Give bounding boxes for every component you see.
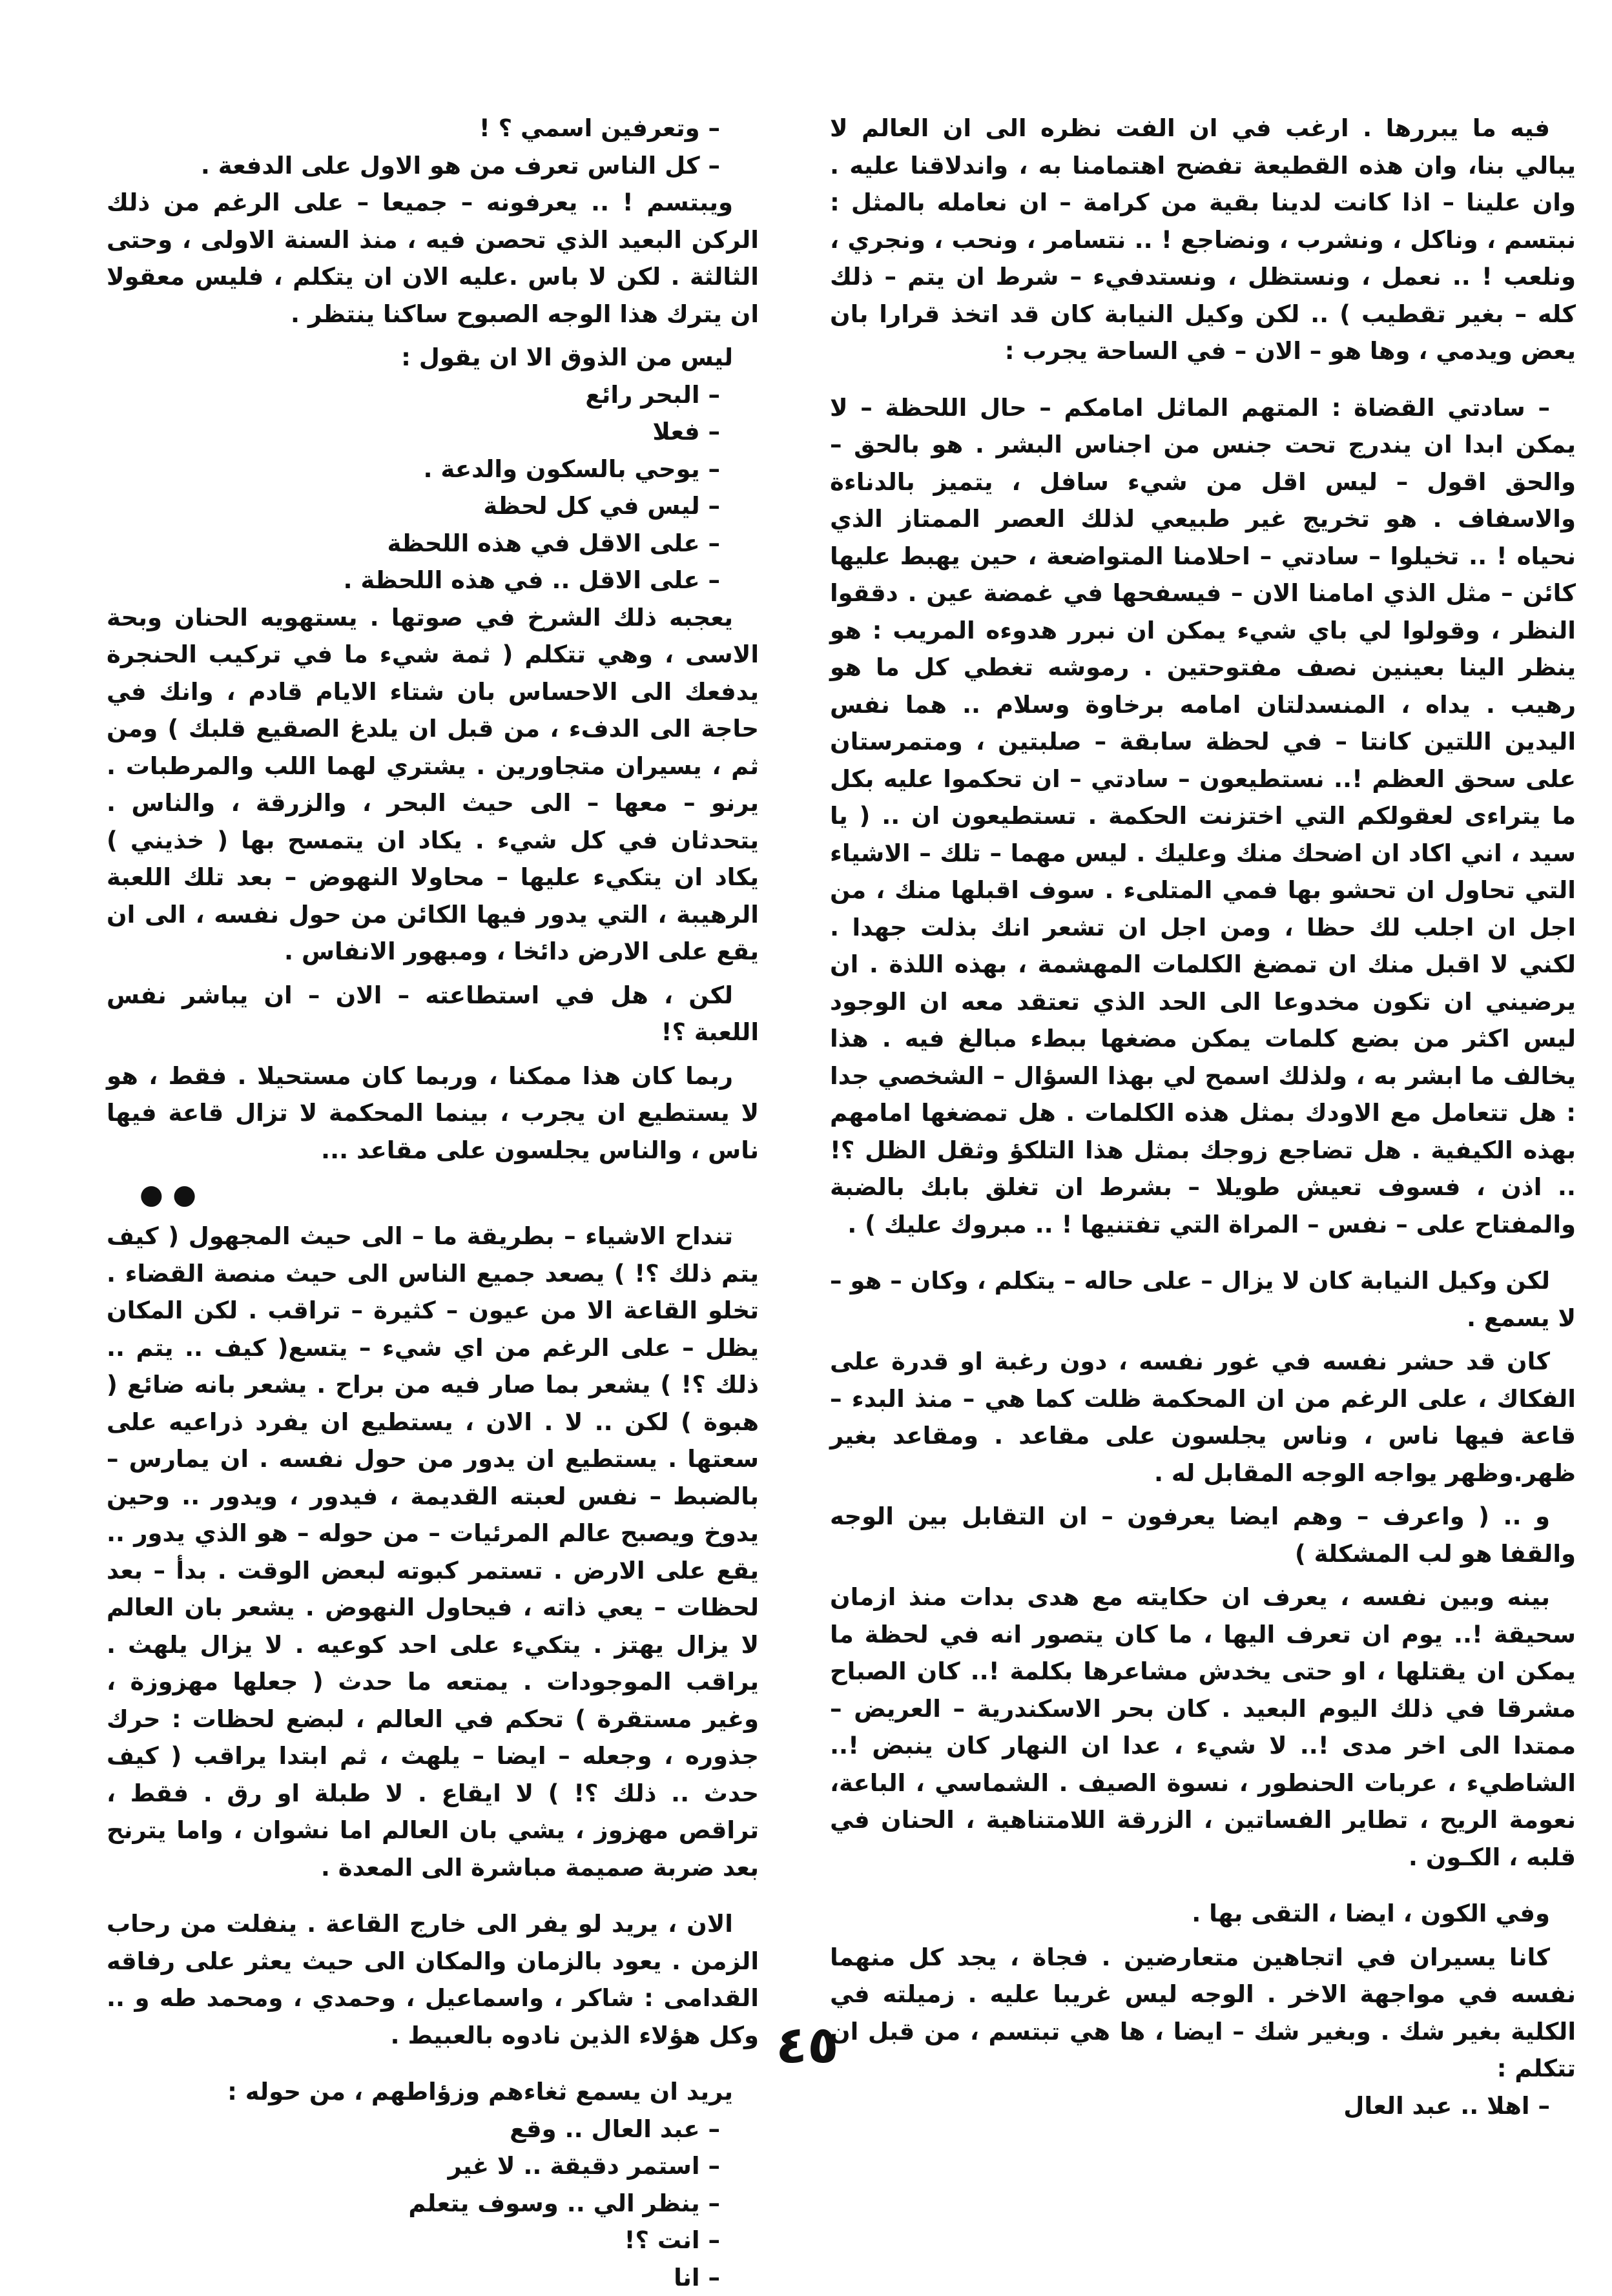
paragraph: الان ، يريد لو يفر الى خارج القاعة . ينفلت من رحاب الزمن . يعود بالزمان والمكان الى حيث يعثر على رفاقه القدامى : شاكر ، واسماعيل ، وحمدي ، ومحمد طه و .. وكل هؤلاء الذين نادوه بالعبيط .: [107, 1905, 759, 2054]
paragraph: كانا يسيران في اتجاهين متعارضين . فجاة ، يجد كل منهما نفسه في مواجهة الاخر . الوجه ليس غريبا عليه . زميلته في الكلية بغير شك . وبغير شك – ايضا ، ها هي تبتسم ، من قبل ان تتكلم :: [830, 1939, 1576, 2087]
dialogue-line: – اهلا .. عبد العال: [830, 2087, 1576, 2125]
page-number: ٤٥: [743, 2014, 872, 2075]
paragraph: يعجبه ذلك الشرخ في صوتها . يستهويه الحنان وبحة الاسى ، وهي تتكلم ( ثمة شيء ما في تركيب الحنجرة يدفعك الى الاحساس بان شتاء الايام قادم ، وانك في حاجة الى الدفء ، من قبل ان يلدغ الصقيع قلبك ) ومن ثم ، يسيران متجاورين . يشتري لهما اللب والمرطبات . يرنو – معها – الى حيث البحر ، والزرقة ، والناس . يتحدثان في كل شيء . يكاد ان يتمسح بها ( خذيني ) يكاد ان يتكيء عليها – محاولا النهوض – بعد تلك اللعبة الرهيبة ، التي يدور فيها الكائن من حول نفسه ، الى ان يقع على الارض دائخا ، ومبهور الانفاس .: [107, 599, 759, 970]
paragraph: ويبتسم ! .. يعرفونه – جميعا – على الرغم من ذلك الركن البعيد الذي تحصن فيه ، منذ السنة الاولى ، وحتى الثالثة . لكن لا باس .عليه الان ان يتكلم ، فليس معقولا ان يترك هذا الوجه الصبوح ساكنا ينتظر .: [107, 184, 759, 333]
paragraph: – سادتي القضاة : المتهم الماثل امامكم – حال اللحظة – لا يمكن ابدا ان يندرج تحت جنس من اجناس البشر . هو بالحق – والحق اقول – ليس اقل من شيء سافل ، يتميز بالدناءة والاسفاف . هو تخريج غير طبيعي لذلك العصر الممتاز الذي نحياه ! .. تخيلوا – سادتي – احلامنا المتواضعة ، حين يهبط عليها كائن – مثل الذي امامنا الان – فيسفحها في غمضة عين . دققوا النظر ، وقولوا لي باي شيء يمكن ان نبرر هدوءه المريب : هو ينظر الينا بعينين نصف مفتوحتين . رموشه تغطي كل ما هو رهيب . يداه ، المنسدلتان امامه برخاوة وسلام .. هما نفس اليدين اللتين كانتا – في لحظة سابقة – صلبتين ، ومتمرستان على سحق العظم !.. نستطيعون – سادتي – ان تحكموا عليه بكل ما يتراءى لعقولكم التي اختزنت الحكمة . تستطيعون ان .. ( يا سيد ، اني اكاد ان اضحك منك وعليك . ليس مهما – تلك – الاشياء التي تحاول ان تحشو بها فمي المتلىء . سوف اقبلها منك ، من اجل ان اجلب لك حظا ، ومن اجل ان تشعر انك بذلت جهدا . لكني لا اقبل منك ان تمضغ الكلمات المهشمة ، بهذه اللذة . ان يرضيني ان تكون مخدوعا الى الحد الذي تعتقد معه ان الوجود ليس اكثر من بضع كلمات يمكن مضغها ببطء مبالغ فيه . هذا يخالف ما ابشر به ، ولذلك اسمح لي بهذا السؤال – الشخصي جدا : هل تتعامل مع الاودك بمثل هذه الكلمات . هل تمضغها امامهم بهذه الكيفية . هل تضاجع زوجك بمثل هذا التلكؤ وثقل الظل ؟! .. اذن ، فسوف تعيش طويلا – بشرط ان تغلق بابك بالضبة والمفتاح على – نفس – المراة التي تفتنيها ! .. مبروك عليك ) .: [830, 389, 1576, 1244]
paragraph: كان قد حشر نفسه في غور نفسه ، دون رغبة او قدرة على الفكاك ، على الرغم من ان المحكمة ظلت كما هي – منذ البدء – قاعة فيها ناس ، وناس يجلسون على مقاعد . ومقاعد بغير ظهر.وظهر يواجه الوجه المقابل له .: [830, 1343, 1576, 1491]
paragraph: ليس من الذوق الا ان يقول :: [107, 339, 759, 376]
right-column: [830, 110, 1576, 2124]
dialogue-line: – فعلا: [107, 413, 759, 451]
dialogue-line: – ينظر الي .. وسوف يتعلم: [107, 2185, 759, 2222]
dialogue-line: – البحر رائع: [107, 376, 759, 414]
dialogue-line: – كل الناس تعرف من هو الاول على الدفعة .: [107, 147, 759, 185]
paragraph: ربما كان هذا ممكنا ، وربما كان مستحيلا . فقط ، هو لا يستطيع ان يجرب ، بينما المحكمة لا تزال قاعة فيها ناس ، والناس يجلسون على مقاعد ...: [107, 1058, 759, 1169]
paragraph: فيه ما يبررها . ارغب في ان الفت نظره الى ان العالم لا يبالي بنا، وان هذه القطيعة تفضح اهتمامنا به ، واندلاقنا عليه . وان علينا – اذا كانت لدينا بقية من كرامة – ان نعامله بالمثل : نبتسم ، وناكل ، ونشرب ، ونضاجع ! .. نتسامر ، ونحب ، ونجري ، ونلعب ! .. نعمل ، ونستظل ، ونستدفيء – شرط ان يتم – ذلك كله – بغير تقطيب ) .. لكن وكيل النيابة كان قد اتخذ قرارا بان يعض ويدمي ، وها هو – الان – في الساحة يجرب :: [830, 110, 1576, 370]
paragraph: تنداح الاشياء – بطريقة ما – الى حيث المجهول ( كيف يتم ذلك ؟! ) يصعد جميع الناس الى حيث منصة القضاء . تخلو القاعة الا من عيون – كثيرة – تراقب . لكن المكان يظل – على الرغم من اي شيء – يتسع( كيف .. يتم .. ذلك ؟! ) يشعر بما صار فيه من براح . يشعر بانه ضائع ( هبوة ) لكن .. لا . الان ، يستطيع ان يفرد ذراعيه على سعتها . يستطيع ان يدور من حول نفسه . ان يمارس – بالضبط – نفس لعبته القديمة ، فيدور ، ويدور .. وحين يدوخ ويصبح عالم المرئيات – من حوله – هو الذي يدور .. يقع على الارض . تستمر كبوته لبعض الوقت . بدأ – بعد لحظات – يعي ذاته ، فيحاول النهوض . يشعر بان العالم لا يزال يهتز . يتكيء على احد كوعيه . لا يزال يلهث . يراقب الموجودات . يمتعه ما حدث ( جعلها مهزوزة ، وغير مستقرة ) تحكم في العالم ، لبضع لحظات : حرك جذوره ، وجعله – ايضا – يلهث ، ثم ابتدا يراقب ( كيف حدث .. ذلك ؟! ) لا ايقاع . لا طبلة او رق . فقط ، تراقص مهزوز ، يشي بان العالم اما نشوان ، واما يترنح بعد ضربة صميمة مباشرة الى المعدة .: [107, 1218, 759, 1886]
dialogue-line: – وتعرفين اسمي ؟ !: [107, 110, 759, 147]
dialogue-line: – ليس في كل لحظة: [107, 487, 759, 525]
dialogue-line: – على الاقل .. في هذه اللحظة .: [107, 562, 759, 599]
section-separator: ● ●: [107, 1175, 759, 1214]
dialogue-line: – انا: [107, 2259, 759, 2296]
dialogue-line: – استمر دقيقة .. لا غير: [107, 2147, 759, 2185]
paragraph: و .. ( واعرف – وهم ايضا يعرفون – ان التقابل بين الوجه والقفا هو لب المشكلة ): [830, 1498, 1576, 1572]
paragraph: لكن ، هل في استطاعته – الان – ان يباشر نفس اللعبة ؟!: [107, 977, 759, 1051]
paragraph: لكن وكيل النيابة كان لا يزال – على حاله – يتكلم ، وكان – هو – لا يسمع .: [830, 1262, 1576, 1337]
paragraph: يريد ان يسمع ثغاءهم وزؤاطهم ، من حوله :: [107, 2073, 759, 2111]
dialogue-line: – على الاقل في هذه اللحظة: [107, 525, 759, 562]
paragraph: بينه وبين نفسه ، يعرف ان حكايته مع هدى بدات منذ ازمان سحيقة !.. يوم ان تعرف اليها ، ما كان يتصور انه في لحظة ما يمكن ان يقتلها ، او حتى يخدش مشاعرها بكلمة !.. كان الصباح مشرقا في ذلك اليوم البعيد . كان بحر الاسكندرية – العريض – ممتدا الى اخر مدى !.. لا شيء ، عدا ان النهار كان ينبض !.. الشاطيء ، عربات الحنطور ، نسوة الصيف . الشماسي ، الباعة، نعومة الريح ، تطاير الفساتين ، الزرقة اللامتناهية ، الحنان في قلبه ، الكـون .: [830, 1579, 1576, 1876]
dialogue-line: – يوحي بالسكون والدعة .: [107, 451, 759, 488]
dialogue-line: – عبد العال .. وقع: [107, 2111, 759, 2148]
left-column: [107, 110, 759, 2296]
paragraph: وفي الكون ، ايضا ، التقى بها .: [830, 1895, 1576, 1932]
dialogue-line: – انت ؟!: [107, 2222, 759, 2259]
